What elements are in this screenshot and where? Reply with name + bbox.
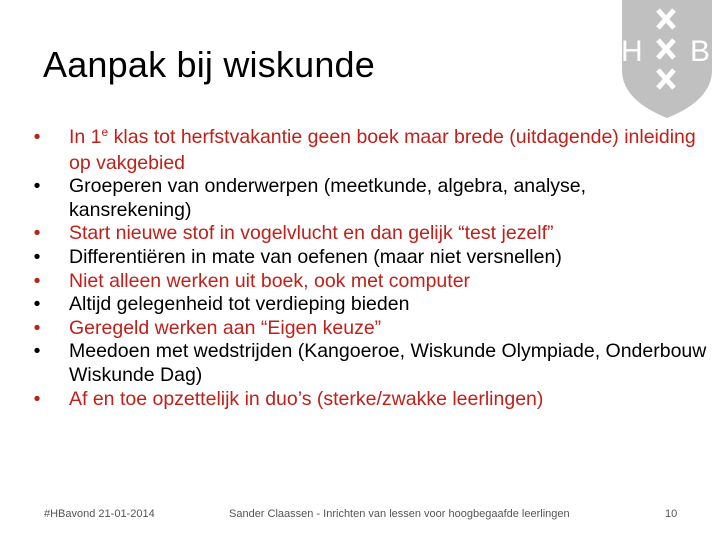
bullet-text: Groeperen van onderwerpen (meetkunde, algebra, analyse, kansrekening) [69, 175, 587, 221]
footer-event-label: #HBavond 21-01-2014 [44, 508, 155, 520]
logo-letter-h: H [621, 35, 643, 68]
bullet-text: Differentiëren in mate van oefenen (maar niet versnellen) [69, 245, 562, 268]
footer-presenter-title: Sander Claassen - Inrichten van lessen voor hoogbegaafde leerlingen [229, 508, 570, 520]
bullet-dot: • [33, 293, 41, 316]
bullet-text: Niet alleen werken uit boek, ook met computer [69, 269, 471, 292]
bullet-text: Af en toe opzettelijk in duo’s (sterke/zwakke leerlingen) [69, 387, 544, 410]
bullet-item [30, 126, 710, 175]
bullet-item [30, 293, 710, 317]
bullet-item [30, 340, 710, 387]
bullet-text: Start nieuwe stof in vogelvlucht en dan gelijk “test jezelf” [69, 222, 554, 245]
bullet-item [30, 222, 710, 246]
bullet-text: klas tot herfstvakantie geen boek maar brede (uitdagende) inleiding op vakgebied [69, 126, 696, 174]
bullet-list [30, 126, 710, 411]
hb-logo [608, 0, 720, 118]
bullet-text: Meedoen met wedstrijden (Kangoeroe, Wiskunde Olympiade, Onderbouw Wiskunde Dag) [69, 340, 707, 386]
bullet-dot: • [33, 316, 41, 339]
bullet-text: Altijd gelegenheid tot verdieping bieden [69, 293, 410, 316]
bullet-item [30, 388, 710, 412]
bullet-dot: • [33, 387, 41, 410]
bullet-item [30, 246, 710, 270]
slide-title: Aanpak bij wiskunde [43, 44, 376, 85]
bullet-text: Geregeld werken aan “Eigen keuze” [69, 316, 382, 339]
footer-page-number: 10 [665, 508, 678, 520]
bullet-text: In 1 [69, 126, 102, 148]
bullet-dot: • [33, 340, 41, 363]
logo-letter-b: B [690, 35, 711, 68]
bullet-dot: • [33, 175, 41, 198]
bullet-dot: • [33, 222, 41, 245]
bullet-item [30, 270, 710, 294]
bullet-item [30, 317, 710, 341]
bullet-item [30, 175, 710, 222]
bullet-superscript: e [101, 125, 109, 139]
bullet-dot: • [33, 245, 41, 268]
bullet-dot: • [33, 269, 41, 292]
hb-shield-icon [608, 0, 720, 118]
bullet-dot: • [33, 126, 41, 148]
